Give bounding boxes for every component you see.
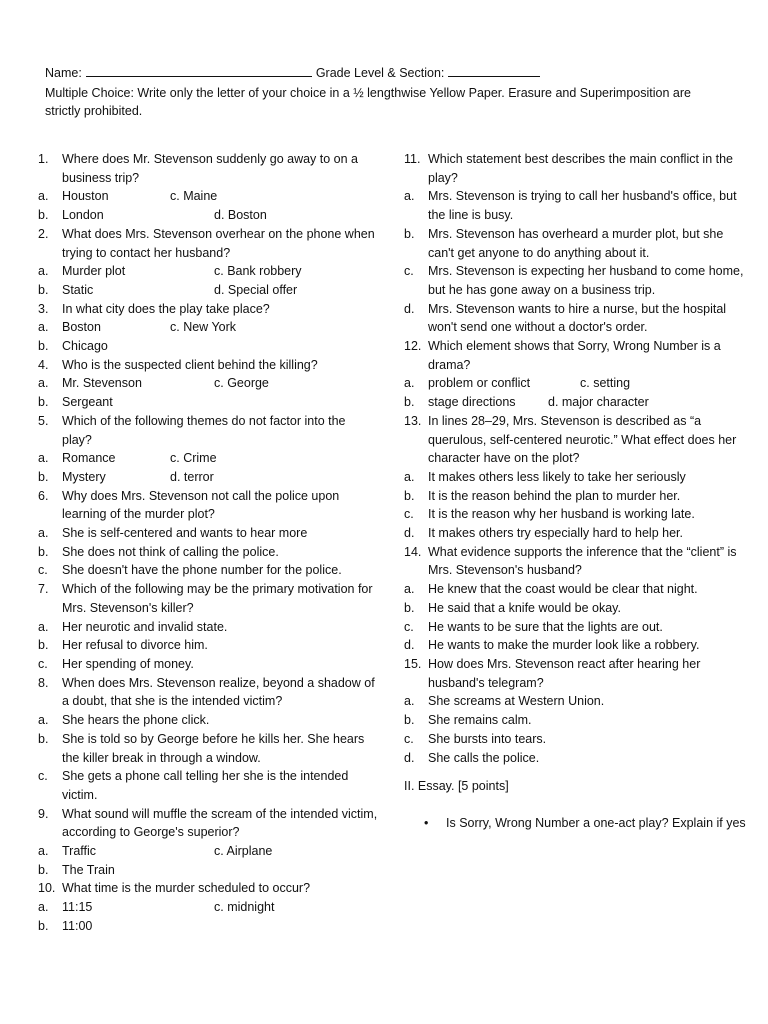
option-row: c. She doesn't have the phone number for the police. — [38, 563, 342, 578]
question-2: 2. What does Mrs. Stevenson overhear on the phone when trying to contact her husband? — [38, 225, 378, 262]
option-row: c. She bursts into tears. — [404, 731, 547, 746]
question-10: 10. What time is the murder scheduled to occur? — [38, 879, 378, 898]
option-row: b. The Train — [38, 862, 115, 877]
option-row: b. Her refusal to divorce him. — [38, 638, 208, 653]
worksheet-header — [45, 64, 735, 121]
option-row: b. She is told so by George before he kills her. She hears the killer break in through a window. — [38, 731, 365, 765]
question-7: 7. Which of the following may be the primary motivation for Mrs. Stevenson's killer? — [38, 580, 378, 617]
question-13: 13. In lines 28–29, Mrs. Stevenson is described as “a querulous, self-centered neurotic.” What effect does her character have on the plot? — [404, 412, 749, 468]
question-text: Which of the following may be the primary motivation for Mrs. Stevenson's killer? — [62, 582, 373, 615]
grade-blank — [448, 64, 540, 77]
question-text: Where does Mr. Stevenson suddenly go away to on a business trip? — [62, 152, 359, 185]
question-4: 4. Who is the suspected client behind the killing? — [38, 356, 378, 375]
question-11: 11. Which statement best describes the main conflict in the play? — [404, 150, 749, 187]
option-row: c. He wants to be sure that the lights are out. — [404, 619, 663, 634]
question-text: What does Mrs. Stevenson overhear on the phone when trying to contact her husband? — [62, 226, 375, 260]
essay-prompt-text: Is Sorry, Wrong Number a one-act play? Explain if yes — [446, 815, 746, 830]
option-row: b. It is the reason behind the plan to murder her. — [404, 488, 681, 503]
grade-label: Grade Level & Section: — [315, 66, 445, 80]
question-text: Which statement best describes the main conflict in the play? — [428, 152, 734, 185]
option-row: c. Mrs. Stevenson is expecting her husband to come home, but he has gone away on a business trip. — [404, 264, 744, 297]
option-row: a. Traffic c. Airplane — [38, 844, 273, 859]
option-row: c. She gets a phone call telling her she is the intended victim. — [38, 769, 349, 802]
question-5: 5. Which of the following themes do not factor into the play? — [38, 412, 378, 449]
option-row: b. Chicago — [38, 339, 108, 354]
option-row: b. Static d. Special offer — [38, 282, 298, 297]
question-text: What evidence supports the inference that the “client” is Mrs. Stevenson's husband? — [428, 544, 737, 578]
option-row: d. It makes others try especially hard to help her. — [404, 526, 683, 541]
option-row: b. Mrs. Stevenson has overheard a murder plot, but she can't get anyone to do anything about it. — [404, 226, 724, 260]
name-blank — [86, 64, 312, 77]
question-3: 3. In what city does the play take place? — [38, 300, 378, 319]
option-row: d. He wants to make the murder look like a robbery. — [404, 638, 700, 653]
question-text: Which element shows that Sorry, Wrong Number is a drama? — [428, 339, 721, 372]
option-row: b. Sergeant — [38, 395, 113, 410]
option-row: a. She hears the phone click. — [38, 713, 210, 728]
name-line — [45, 64, 735, 83]
right-column — [404, 150, 749, 833]
option-row: d. She calls the police. — [404, 750, 540, 765]
essay-section-title: II. Essay. [5 points] — [404, 779, 509, 794]
option-row: b. stage directions d. major character — [404, 395, 649, 410]
option-row: a. Her neurotic and invalid state. — [38, 619, 228, 634]
option-row: a. Houston c. Maine — [38, 189, 218, 204]
question-text: In what city does the play take place? — [62, 301, 270, 316]
question-14: 14. What evidence supports the inference that the “client” is Mrs. Stevenson's husband? — [404, 543, 749, 580]
question-text: What time is the murder scheduled to occur? — [62, 881, 311, 896]
question-1: 1. Where does Mr. Stevenson suddenly go away to on a business trip? — [38, 150, 378, 187]
option-row: b. He said that a knife would be okay. — [404, 600, 621, 615]
option-row: a. Romance c. Crime — [38, 451, 217, 466]
instructions: Multiple Choice: Write only the letter of your choice in a ½ lengthwise Yellow Paper. Erasure and Superimposition are strictly prohibited. — [45, 85, 691, 119]
bullet-icon: • — [424, 815, 429, 830]
option-row: a. She screams at Western Union. — [404, 694, 605, 709]
option-row: a. Murder plot c. Bank robbery — [38, 264, 302, 279]
option-row: b. She remains calm. — [404, 713, 532, 728]
option-row: a. 11:15 c. midnight — [38, 900, 275, 915]
option-row: a. problem or conflict c. setting — [404, 376, 631, 391]
question-9: 9. What sound will muffle the scream of the intended victim, according to George's superior? — [38, 805, 378, 842]
option-row: b. 11:00 — [38, 918, 93, 933]
option-row: a. It makes others less likely to take her seriously — [404, 469, 686, 484]
option-row: a. Mr. Stevenson c. George — [38, 376, 269, 391]
option-row: c. Her spending of money. — [38, 656, 194, 671]
question-text: Why does Mrs. Stevenson not call the police upon learning of the murder plot? — [62, 488, 340, 522]
question-text: When does Mrs. Stevenson realize, beyond a shadow of a doubt, that she is the intended victim? — [62, 675, 375, 709]
question-text: Which of the following themes do not factor into the play? — [62, 413, 346, 447]
option-row: b. Mystery d. terror — [38, 469, 214, 484]
question-8: 8. When does Mrs. Stevenson realize, beyond a shadow of a doubt, that she is the intended victim? — [38, 674, 378, 711]
name-label: Name: — [45, 66, 82, 80]
question-text: How does Mrs. Stevenson react after hearing her husband's telegram? — [428, 656, 701, 690]
option-row: a. She is self-centered and wants to hear more — [38, 526, 308, 541]
question-text: What sound will muffle the scream of the intended victim, according to George's superior? — [62, 806, 378, 840]
option-row: a. He knew that the coast would be clear that night. — [404, 582, 698, 597]
essay-prompt — [404, 814, 749, 833]
question-text: In lines 28–29, Mrs. Stevenson is described as “a querulous, self-centered neurotic.” What effect does her character have on the plot? — [428, 413, 737, 466]
question-15: 15. How does Mrs. Stevenson react after hearing her husband's telegram? — [404, 655, 749, 692]
question-6: 6. Why does Mrs. Stevenson not call the police upon learning of the murder plot? — [38, 487, 378, 524]
option-row: c. It is the reason why her husband is working late. — [404, 507, 695, 522]
option-row: b. London d. Boston — [38, 208, 267, 223]
option-row: b. She does not think of calling the police. — [38, 544, 279, 559]
option-row: a. Mrs. Stevenson is trying to call her husband's office, but the line is busy. — [404, 189, 737, 223]
question-text: Who is the suspected client behind the killing? — [62, 357, 318, 372]
option-row: a. Boston c. New York — [38, 320, 237, 335]
question-12: 12. Which element shows that Sorry, Wrong Number is a drama? — [404, 337, 749, 374]
option-row: d. Mrs. Stevenson wants to hire a nurse, but the hospital won't send one without a doctor's order. — [404, 301, 727, 335]
left-column — [38, 150, 378, 936]
